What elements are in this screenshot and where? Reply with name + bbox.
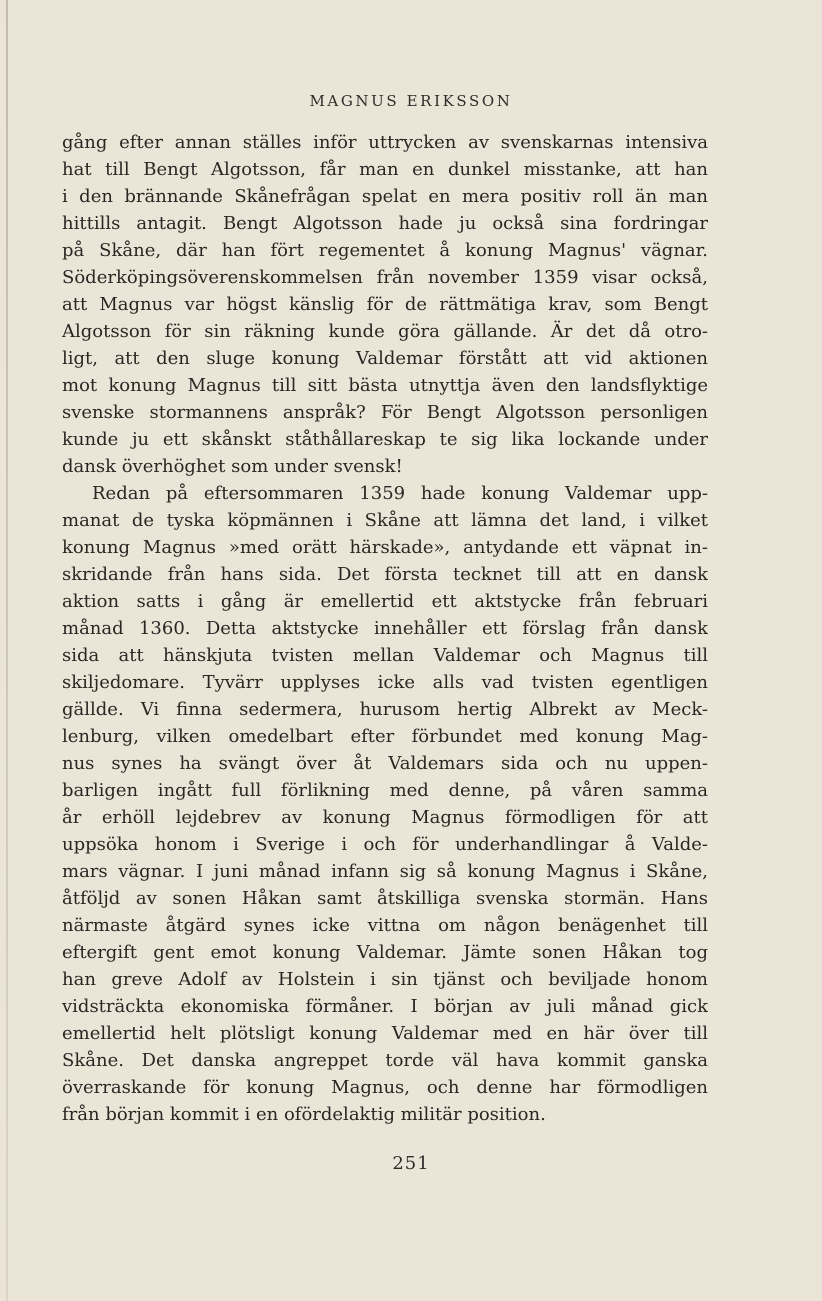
- text-line: dansk överhöghet som under svensk!: [62, 456, 403, 477]
- body-text: [62, 129, 708, 1128]
- text-line: mars vägnar. I juni månad infann sig så konung Magnus i Skåne,: [62, 861, 708, 882]
- text-line: aktion satts i gång är emellertid ett aktstycke från februari: [62, 591, 708, 612]
- text-line: konung Magnus »med orätt härskade», antydande ett väpnat in-: [62, 537, 708, 558]
- text-line: lenburg, vilken omedelbart efter förbundet med konung Mag-: [62, 726, 708, 747]
- text-line: sida att hänskjuta tvisten mellan Valdemar och Magnus till: [62, 645, 708, 666]
- text-line: Skåne. Det danska angreppet torde väl hava kommit ganska: [62, 1050, 708, 1071]
- text-line: svenske stormannens anspråk? För Bengt Algotsson personligen: [62, 402, 708, 423]
- text-line: nus synes ha svängt över åt Valdemars sida och nu uppen-: [62, 753, 708, 774]
- text-line: eftergift gent emot konung Valdemar. Jämte sonen Håkan tog: [62, 942, 708, 963]
- text-line: åtföljd av sonen Håkan samt åtskilliga svenska stormän. Hans: [62, 888, 708, 909]
- page-edge-shadow: [6, 0, 8, 1301]
- text-line: överraskande för konung Magnus, och denne har förmodligen: [62, 1077, 708, 1098]
- text-line: skridande från hans sida. Det första tecknet till att en dansk: [62, 564, 708, 585]
- text-line: gång efter annan ställes inför uttrycken av svenskarnas intensiva: [62, 132, 708, 153]
- text-line: hittills antagit. Bengt Algotsson hade ju också sina fordringar: [62, 213, 708, 234]
- text-line: skiljedomare. Tyvärr upplyses icke alls vad tvisten egentligen: [62, 672, 708, 693]
- text-line: från början kommit i en ofördelaktig militär position.: [62, 1104, 546, 1125]
- text-line: närmaste åtgärd synes icke vittna om någon benägenhet till: [62, 915, 708, 936]
- text-line: mot konung Magnus till sitt bästa utnyttja även den landsflyktige: [62, 375, 708, 396]
- text-line: månad 1360. Detta aktstycke innehåller ett förslag från dansk: [62, 618, 708, 639]
- text-line: på Skåne, där han fört regementet å konung Magnus' vägnar.: [62, 240, 708, 261]
- text-line: gällde. Vi finna sedermera, hurusom hertig Albrekt av Meck-: [62, 699, 708, 720]
- text-line: uppsöka honom i Sverige i och för underhandlingar å Valde-: [62, 834, 708, 855]
- text-line: manat de tyska köpmännen i Skåne att lämna det land, i vilket: [62, 510, 708, 531]
- text-line: Algotsson för sin räkning kunde göra gällande. Är det då otro-: [62, 321, 708, 342]
- text-line: Söderköpingsöverenskommelsen från november 1359 visar också,: [62, 267, 708, 288]
- text-line: i den brännande Skånefrågan spelat en mera positiv roll än man: [62, 186, 708, 207]
- text-line: vidsträckta ekonomiska förmåner. I början av juli månad gick: [62, 996, 708, 1017]
- text-line: hat till Bengt Algotsson, får man en dunkel misstanke, att han: [62, 159, 708, 180]
- page-number: 251: [392, 1153, 430, 1174]
- text-line: ligt, att den sluge konung Valdemar förstått att vid aktionen: [62, 348, 708, 369]
- text-line: kunde ju ett skånskt ståthållareskap te sig lika lockande under: [62, 429, 708, 450]
- text-line: att Magnus var högst känslig för de rättmätiga krav, som Bengt: [62, 294, 708, 315]
- text-line: barligen ingått full förlikning med denne, på våren samma: [62, 780, 708, 801]
- text-line: emellertid helt plötsligt konung Valdemar med en här över till: [62, 1023, 708, 1044]
- text-line-paragraph-start: Redan på eftersommaren 1359 hade konung Valdemar upp-: [92, 483, 708, 504]
- text-line: han greve Adolf av Holstein i sin tjänst och beviljade honom: [62, 969, 708, 990]
- running-head: MAGNUS ERIKSSON: [309, 92, 513, 110]
- text-line: år erhöll lejdebrev av konung Magnus förmodligen för att: [62, 807, 708, 828]
